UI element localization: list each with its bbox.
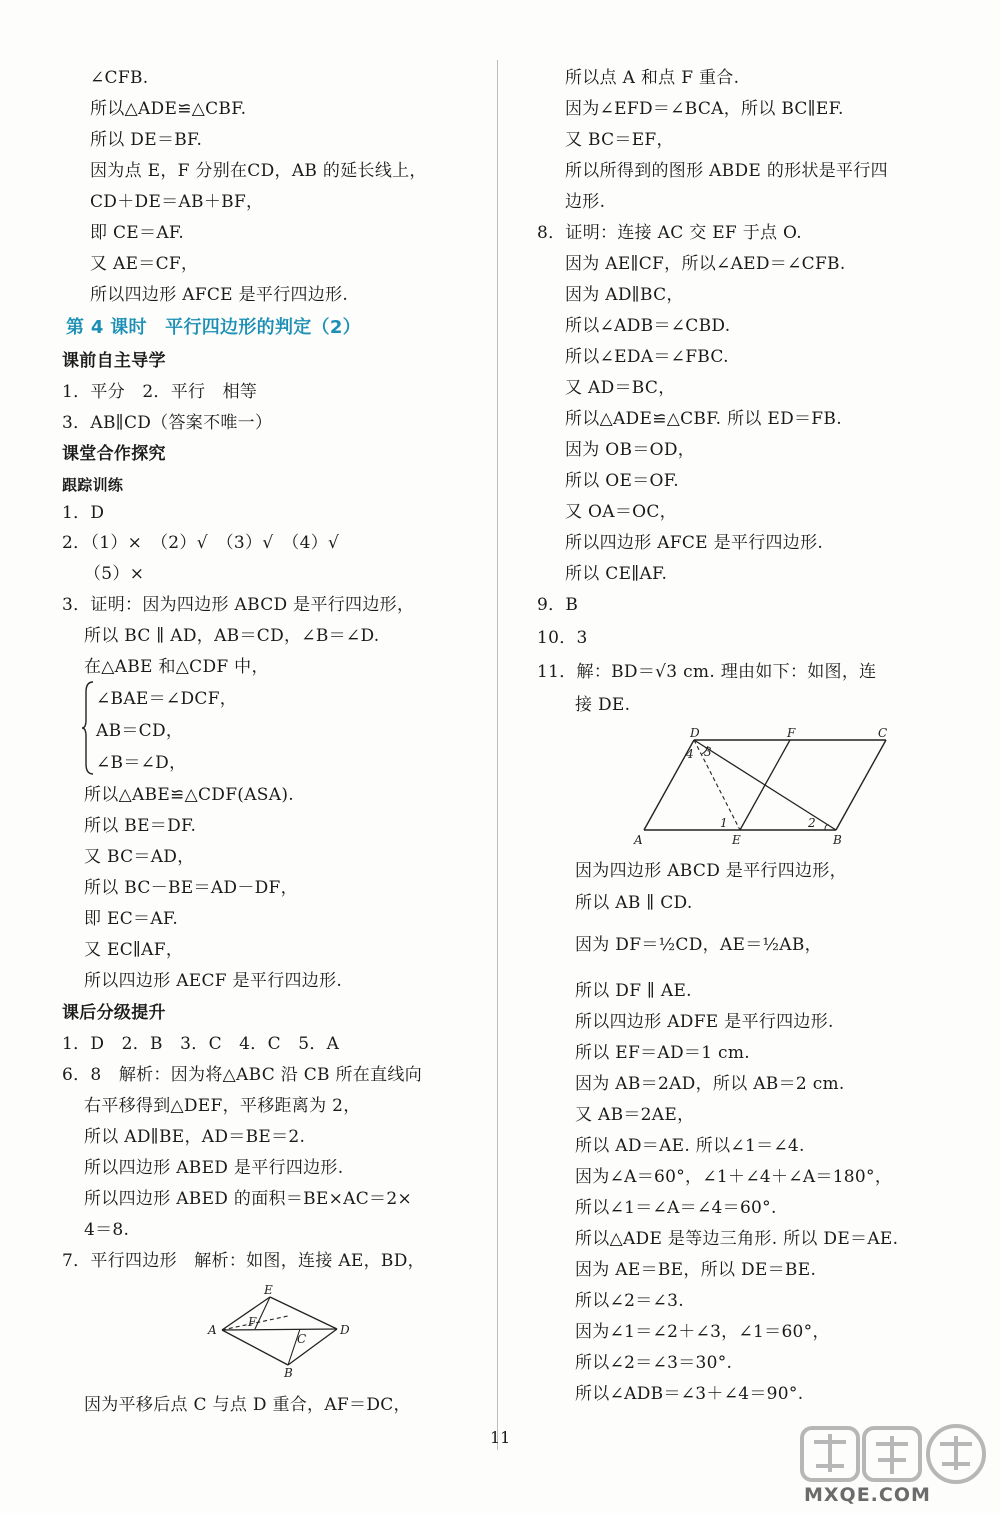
lesson-title: 第 4 课时 平行四边形的判定（2） [66,317,361,338]
fig11-label: 3 [704,745,712,759]
text-line: 所以∠1＝∠A＝∠4＝60°. [575,1198,777,1218]
fig7-label: E [264,1283,273,1297]
answer-line: 10．3 [537,628,588,648]
text-line: 因为点 E，F 分别在CD，AB 的延长线上， [90,161,427,181]
text-line: 所以 AD＝AE. 所以∠1＝∠4. [575,1136,805,1156]
text-line: 所以 EF＝AD＝1 cm. [575,1043,750,1063]
brace-line: AB＝CD， [96,721,184,741]
fig7-label: F [248,1315,257,1329]
text-line: 所以△ADE≌△CBF. [90,99,247,119]
text-line: 所以∠2＝∠3＝30°. [575,1353,733,1373]
text-line: 4＝8. [84,1220,130,1240]
text-line: CD＋DE＝AB＋BF， [90,192,264,212]
figure-11-diagram [630,724,900,849]
brace-line: ∠B＝∠D， [96,753,187,773]
text-line: 所以四边形 AECF 是平行四边形. [84,971,343,991]
answer-line: （5）× [84,564,145,584]
brace-line: ∠BAE＝∠DCF， [96,689,238,709]
section-heading: 课前自主导学 [62,351,166,371]
answer-line: 1．平分 2．平行 相等 [62,382,258,402]
answer-line: 11．解：BD＝√3 cm. 理由如下：如图，连 [537,662,877,682]
text-line: 所以 OE＝OF. [565,471,679,491]
fig11-label: B [833,833,842,847]
text-line: 所以△ADE≌△CBF. 所以 ED＝FB. [565,409,842,429]
text-line: 因为四边形 ABCD 是平行四边形， [575,861,847,881]
text-line: 所以∠ADB＝∠CBD. [565,316,731,336]
text-line: 又 AE＝CF， [90,254,199,274]
text-line: 又 EC∥AF， [84,940,184,960]
fig11-label: 2 [808,816,816,830]
answer-line: 8．证明：连接 AC 交 EF 于点 O. [537,223,802,243]
text-line: 因为 OB＝OD， [565,440,696,460]
text-line: 所以四边形 ABED 的面积＝BE×AC＝2× [84,1189,413,1209]
fig11-label: C [878,726,888,740]
text-line: 因为平移后点 C 与点 D 重合，AF＝DC， [84,1395,411,1415]
system-brace [82,680,94,776]
text-line: 所以△ADE 是等边三角形. 所以 DE＝AE. [575,1229,899,1249]
text-line: 所以 BC ∥ AD，AB＝CD，∠B＝∠D. [84,626,380,646]
fig11-label: 1 [720,816,728,830]
section-heading: 课堂合作探究 [62,444,166,464]
text-line: 因为 AE＝BE，所以 DE＝BE. [575,1260,817,1280]
text-line: 因为∠EFD＝∠BCA，所以 BC∥EF. [565,99,844,119]
page-number: 11 [490,1428,511,1447]
section-heading: 课后分级提升 [62,1003,166,1023]
answer-line: 9．B [537,595,579,615]
figure-7-diagram [200,1283,360,1379]
text-line: 又 OA＝OC， [565,502,677,522]
text-line: 即 EC＝AF. [84,909,179,929]
answer-line: 7．平行四边形 解析：如图，连接 AE，BD， [62,1251,425,1271]
answer-line: 3．证明：因为四边形 ABCD 是平行四边形， [62,595,415,615]
text-line: 所以四边形 ADFE 是平行四边形. [575,1012,834,1032]
text-line: 接 DE. [575,695,631,715]
fig7-label: C [297,1332,307,1346]
text-line: 因为 DF＝½CD，AE＝½AB， [575,935,822,955]
fig11-label: F [787,726,796,740]
text-line: 因为 AB＝2AD，所以 AB＝2 cm. [575,1074,845,1094]
text-line: 所以 CE∥AF. [565,564,668,584]
text-line: ∠CFB. [90,68,149,88]
text-line: 所以∠2＝∠3. [575,1291,684,1311]
text-line: 因为 AD∥BC， [565,285,684,305]
text-line: 又 BC＝AD， [84,847,195,867]
text-line: 所以∠EDA＝∠FBC. [565,347,729,367]
text-line: 所以 AD∥BE，AD＝BE＝2. [84,1127,306,1147]
text-line: 又 BC＝EF， [565,130,674,150]
text-line: 因为∠1＝∠2＋∠3，∠1＝60°， [575,1322,830,1342]
fig7-label: A [208,1323,217,1337]
text-line: 所以 DE＝BF. [90,130,203,150]
answer-line: 3．AB∥CD（答案不唯一） [62,413,273,433]
text-line: 所以所得到的图形 ABDE 的形状是平行四 [565,161,888,181]
answer-line: 1．D 2．B 3．C 4．C 5．A [62,1034,340,1054]
text-line: 即 CE＝AF. [90,223,185,243]
fig11-label: E [732,833,741,847]
text-line: 因为 AE∥CF，所以∠AED＝∠CFB. [565,254,846,274]
answer-line: 2．（1）× （2）√ （3）√ （4）√ [62,533,340,553]
text-line: 所以 BC－BE＝AD－DF， [84,878,298,898]
text-line: 所以△ABE≌△CDF(ASA). [84,785,294,805]
text-line: 所以四边形 AFCE 是平行四边形. [565,533,824,553]
text-line: 所以四边形 AFCE 是平行四边形. [90,285,349,305]
fig7-label: D [340,1323,350,1337]
fig11-label: D [690,726,700,740]
text-line: 所以∠ADB＝∠3＋∠4＝90°. [575,1384,804,1404]
text-line: 因为∠A＝60°，∠1＋∠4＋∠A＝180°， [575,1167,893,1187]
subsection-heading: 跟踪训练 [62,476,124,494]
text-line: 边形. [565,192,606,212]
column-divider [497,60,498,1450]
text-line: 又 AD＝BC， [565,378,676,398]
text-line: 所以 AB ∥ CD. [575,893,693,913]
answer-line: 6．8 解析：因为将△ABC 沿 CB 所在直线向 [62,1065,423,1085]
text-line: 所以 BE＝DF. [84,816,197,836]
text-line: 所以四边形 ABED 是平行四边形. [84,1158,344,1178]
text-line: 在△ABE 和△CDF 中， [84,657,269,677]
text-line: 所以点 A 和点 F 重合. [565,68,740,88]
fig7-label: B [284,1366,293,1379]
watermark-site: MXQE.COM [804,1484,931,1506]
fig11-label: 4 [686,747,694,761]
text-line: 又 AB＝2AE， [575,1105,695,1125]
text-line: 所以 DF ∥ AE. [575,981,692,1001]
answer-line: 1．D [62,503,105,523]
text-line: 右平移得到△DEF，平移距离为 2， [84,1096,361,1116]
fig11-label: A [634,833,643,847]
